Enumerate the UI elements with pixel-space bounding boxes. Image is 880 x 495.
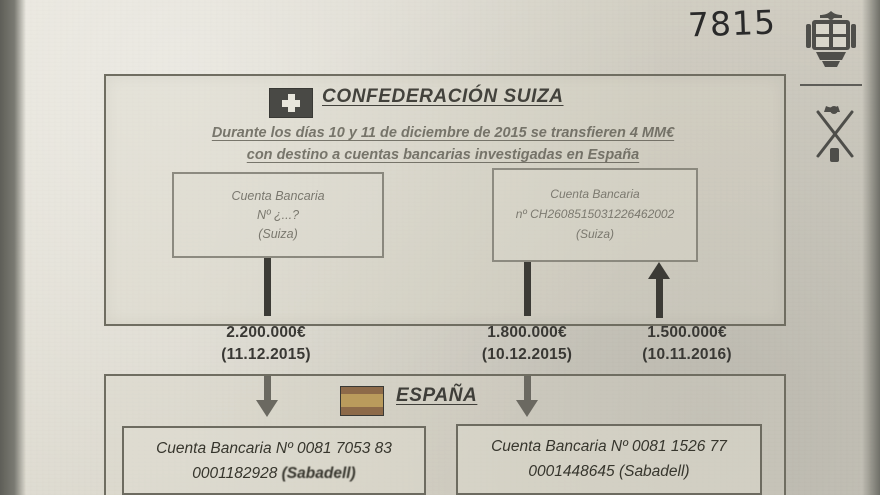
transfer-label-3 bbox=[612, 322, 762, 366]
transfer-1-date: (11.12.2015) bbox=[221, 346, 311, 363]
spain-account-2-line2: Nº 0081 1526 77 0001448645 bbox=[528, 438, 727, 480]
swiss-account-2-line1: Cuenta Bancaria bbox=[550, 187, 640, 201]
swiss-account-2-line2: nº CH2608515031226462002 bbox=[515, 207, 675, 221]
page-edge-right bbox=[862, 0, 880, 495]
spain-account-box-1 bbox=[122, 426, 426, 495]
swiss-account-1-line2: Nº ¿...? bbox=[256, 208, 300, 222]
swiss-account-box-2 bbox=[492, 168, 698, 262]
transfer-arrow-3-shaft bbox=[656, 278, 663, 318]
handwritten-page-number: 7815 bbox=[687, 2, 777, 45]
swiss-flag-icon bbox=[269, 88, 313, 118]
transfer-arrow-1-shaft bbox=[264, 258, 271, 316]
guardia-civil-emblem-icon bbox=[806, 104, 862, 164]
crest-divider bbox=[800, 84, 862, 86]
spain-account-2-bank: (Sabadell) bbox=[618, 463, 690, 480]
transfer-label-2 bbox=[452, 322, 602, 366]
spain-title: ESPAÑA bbox=[396, 385, 478, 406]
switzerland-subtitle-line2: con destino a cuentas bancarias investigadas en España bbox=[246, 147, 640, 163]
swiss-account-1-line1: Cuenta Bancaria bbox=[231, 189, 325, 203]
spain-account-2-line1: Cuenta Bancaria bbox=[491, 438, 607, 455]
page-edge-left bbox=[0, 0, 26, 495]
transfer-2-amount: 1.800.000€ bbox=[487, 324, 567, 341]
switzerland-title: CONFEDERACIÓN SUIZA bbox=[322, 86, 564, 107]
transfer-3-date: (10.11.2016) bbox=[642, 346, 732, 363]
spain-account-1-bank: (Sabadell) bbox=[281, 465, 356, 482]
swiss-account-2-line3: (Suiza) bbox=[575, 227, 614, 241]
transfer-arrow-2-shaft bbox=[524, 262, 531, 316]
spain-account-1-line2: Nº 0081 7053 83 0001182928 bbox=[192, 440, 392, 482]
transfer-2-date: (10.12.2015) bbox=[481, 346, 573, 363]
transfer-label-1 bbox=[188, 322, 344, 366]
transfer-arrow-3-head bbox=[648, 262, 670, 279]
spain-coat-of-arms-icon bbox=[800, 8, 862, 70]
switzerland-subtitle-line1: Durante los días 10 y 11 de diciembre de 2015 se transfieren 4 MM€ bbox=[211, 125, 675, 141]
transfer-1-amount: 2.200.000€ bbox=[226, 324, 306, 341]
spain-account-box-2 bbox=[456, 424, 762, 495]
transfer-3-amount: 1.500.000€ bbox=[647, 324, 727, 341]
swiss-account-box-1 bbox=[172, 172, 384, 258]
spain-flag-icon bbox=[340, 386, 384, 416]
swiss-account-1-line3: (Suiza) bbox=[258, 227, 298, 241]
switzerland-subtitle bbox=[118, 122, 768, 166]
spain-account-1-line1: Cuenta Bancaria bbox=[156, 440, 272, 457]
